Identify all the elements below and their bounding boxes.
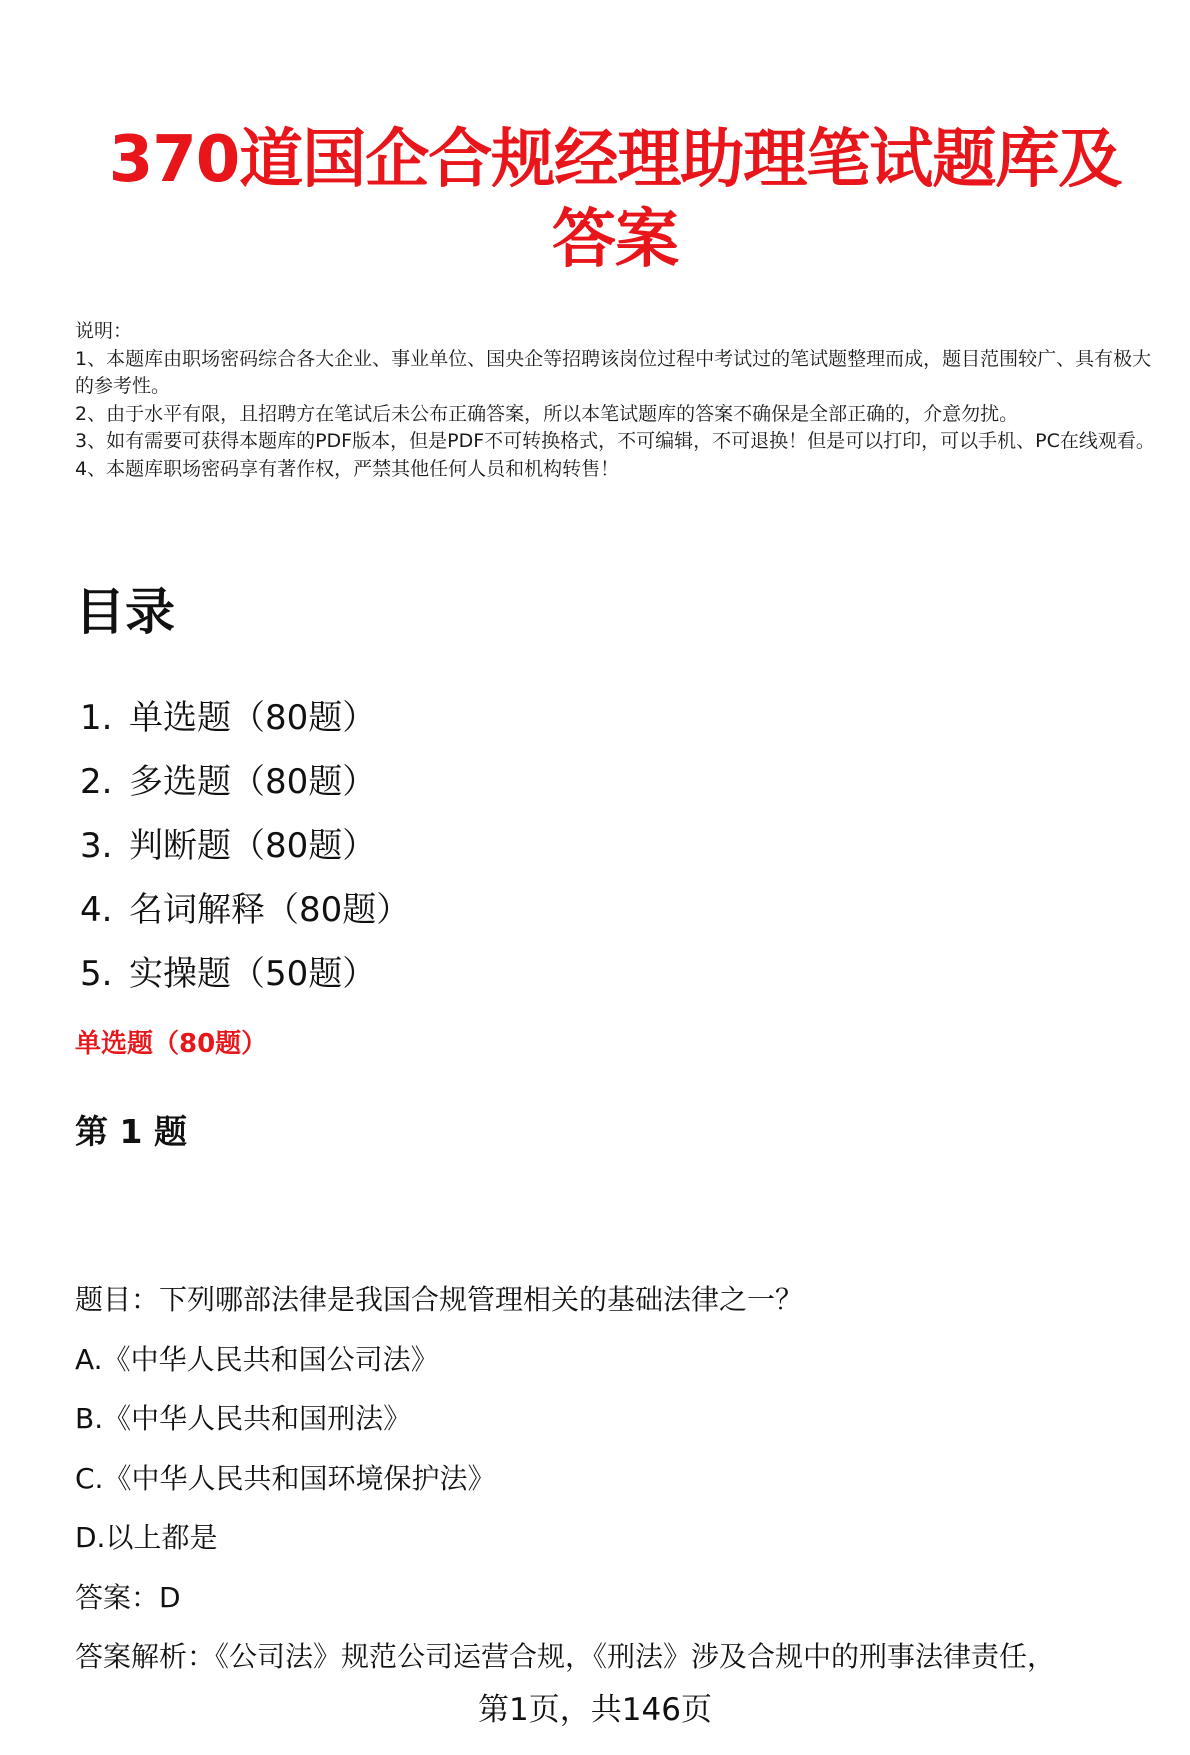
- toc-item-label: 多选题（80题）: [129, 762, 377, 802]
- question-text: 题目：下列哪部法律是我国合规管理相关的基础法律之一？: [75, 1283, 804, 1316]
- toc-item-label: 判断题（80题）: [129, 826, 377, 866]
- document-title: [60, 120, 1170, 280]
- title-line-1: 370道国企合规经理助理笔试题库及: [108, 123, 1122, 197]
- toc-item[interactable]: [80, 814, 410, 878]
- toc-item-number: 2.: [80, 762, 113, 802]
- toc-heading: 目录: [75, 583, 175, 641]
- question-block: [75, 1270, 1165, 1687]
- toc-item-number: 4.: [80, 890, 113, 930]
- toc-item-number: 1.: [80, 698, 113, 738]
- title-line-2: 答案: [552, 203, 678, 277]
- toc-item-label: 实操题（50题）: [129, 954, 377, 994]
- toc-item[interactable]: [80, 942, 410, 1006]
- toc-item-number: 3.: [80, 826, 113, 866]
- question-explanation: 答案解析：《公司法》规范公司运营合规，《刑法》涉及合规中的刑事法律责任，: [75, 1640, 1056, 1673]
- table-of-contents: [80, 686, 410, 1006]
- note-item: 3、如有需要可获得本题库的PDF版本，但是PDF不可转换格式，不可编辑，不可退换！但是可以打印，可以手机、PC在线观看。: [75, 430, 1155, 453]
- toc-item[interactable]: [80, 878, 410, 942]
- question-option: C.《中华人民共和国环境保护法》: [75, 1461, 496, 1495]
- page-footer: 第1页，共146页: [478, 1692, 712, 1728]
- toc-item-label: 名词解释（80题）: [129, 890, 411, 930]
- note-item: 2、由于水平有限，且招聘方在笔试后未公布正确答案，所以本笔试题库的答案不确保是全部正确的，介意勿扰。: [75, 402, 1019, 425]
- question-option: D.以上都是: [75, 1521, 218, 1554]
- section-title: 单选题（80题）: [75, 1029, 268, 1059]
- question-option: A.《中华人民共和国公司法》: [75, 1342, 439, 1376]
- question-option: B.《中华人民共和国刑法》: [75, 1402, 412, 1435]
- note-item: 4、本题库职场密码享有著作权，严禁其他任何人员和机构转售！: [75, 457, 620, 480]
- question-number: 第 1 题: [75, 1112, 187, 1151]
- toc-item-label: 单选题（80题）: [129, 698, 377, 738]
- toc-item[interactable]: [80, 686, 410, 750]
- notes-block: [75, 318, 1165, 484]
- toc-item-number: 5.: [80, 954, 113, 994]
- notes-heading: 说明：: [75, 320, 133, 342]
- note-item: 1、本题库由职场密码综合各大企业、事业单位、国央企等招聘该岗位过程中考试过的笔试题整理而成，题目范围较广、具有极大的参考性。: [75, 347, 1152, 398]
- question-answer: 答案：D: [75, 1580, 181, 1614]
- toc-item[interactable]: [80, 750, 410, 814]
